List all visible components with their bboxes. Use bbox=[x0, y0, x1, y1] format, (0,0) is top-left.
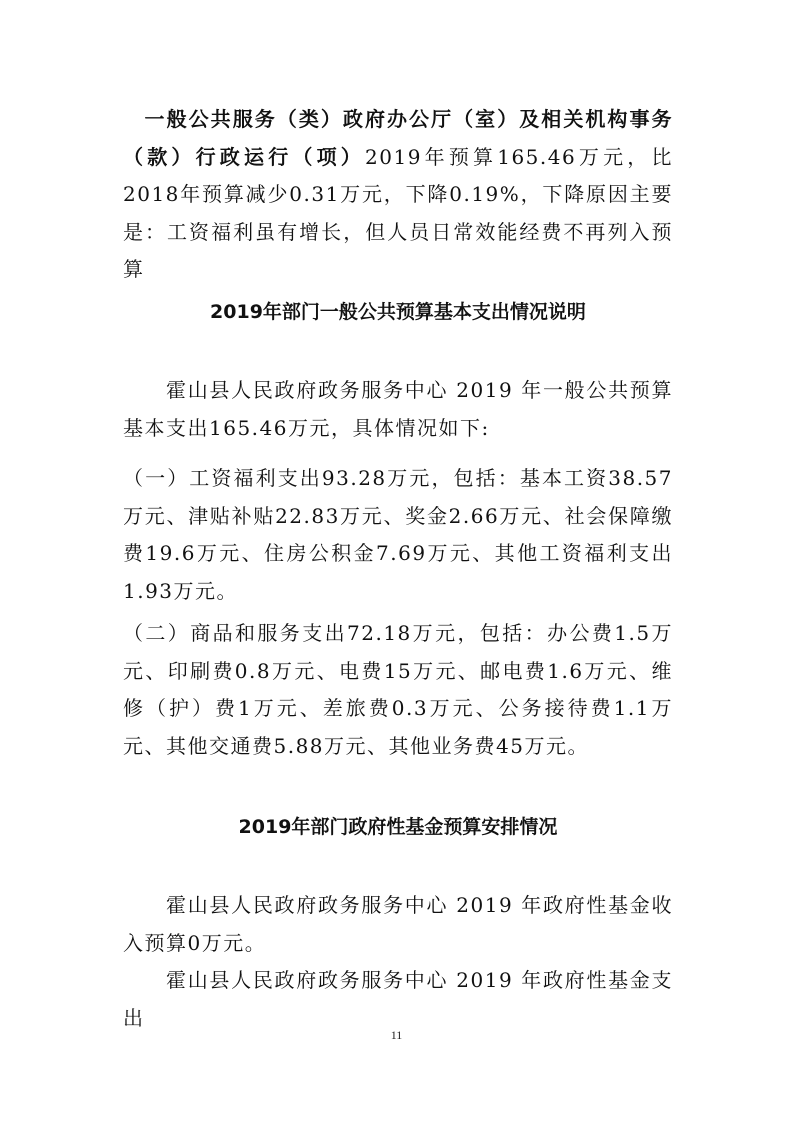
salary-welfare-item: （一）工资福利支出93.28万元，包括：基本工资38.57万元、津贴补贴22.83万元、奖金2.66万元、社会保障缴费19.6万元、住房公积金7.69万元、其他工资福利支出1.93万元。 bbox=[123, 466, 673, 603]
government-fund-expenditure: 霍山县人民政府政务服务中心 2019 年政府性基金支出 bbox=[123, 968, 673, 1030]
government-fund-income: 霍山县人民政府政务服务中心 2019 年政府性基金收入预算0万元。 bbox=[123, 893, 673, 955]
basic-expenditure-heading: 2019年部门一般公共预算基本支出情况说明 bbox=[210, 301, 586, 323]
basic-expenditure-intro: 霍山县人民政府政务服务中心 2019 年一般公共预算基本支出165.46万元，具体情况如下: bbox=[123, 378, 673, 440]
government-fund-heading: 2019年部门政府性基金预算安排情况 bbox=[238, 816, 558, 838]
goods-services-item: （二）商品和服务支出72.18万元，包括：办公费1.5万元、印刷费0.8万元、电费15万元、邮电费1.6万元、维修（护）费1万元、差旅费0.3万元、公务接待费1.1万元、其他交通费5.88万元、其他业务费45万元。 bbox=[123, 621, 673, 758]
opening-text: 2019年预算165.46万元，比2018年预算减少0.31万元，下降0.19%，下降原因主要是：工资福利虽有增长，但人员日常效能经费不再列入预算 bbox=[123, 144, 673, 281]
opening-paragraph bbox=[123, 101, 673, 289]
opening-bold-lead: 一般公共服务（类）政府办公厅（室）及相关机构事务（款）行政运行（项） bbox=[123, 107, 673, 169]
page-number: 11 bbox=[390, 1028, 403, 1042]
